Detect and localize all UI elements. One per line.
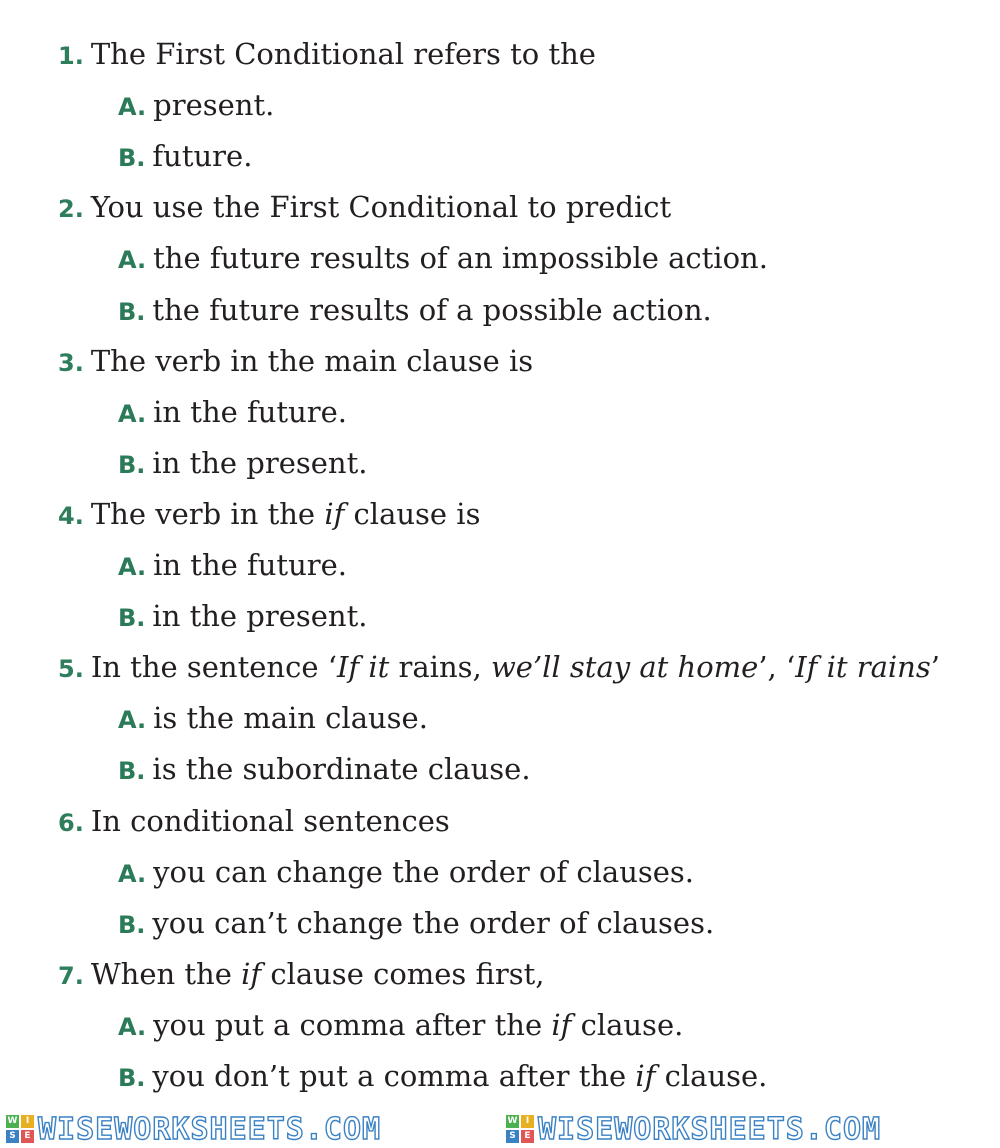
text-segment: the future results of an impossible action. [153, 241, 768, 275]
text-segment: in the present. [152, 599, 368, 633]
question-2-option-a[interactable] [118, 240, 768, 278]
text-segment: is the main clause. [153, 701, 428, 735]
option-letter: A. [118, 400, 147, 428]
text-segment: ’, ‘ [758, 650, 796, 684]
option-letter: A. [118, 1013, 147, 1041]
question-4-option-b[interactable] [118, 598, 368, 636]
question-number: 5. [58, 655, 84, 683]
watermark-1 [6, 1112, 381, 1146]
question-3-option-b[interactable] [118, 445, 368, 483]
question-6-stem [58, 803, 450, 841]
question-4-stem [58, 496, 480, 534]
text-segment: The First Conditional refers to the [90, 37, 596, 71]
question-number: 7. [58, 962, 84, 990]
watermark-footer [0, 1112, 1000, 1146]
option-letter: B. [118, 144, 146, 172]
text-segment: clause is [344, 497, 481, 531]
text-segment: in the future. [153, 395, 348, 429]
question-number: 1. [58, 42, 84, 70]
question-3-option-a[interactable] [118, 394, 347, 432]
watermark-text: WISEWORKSHEETS.COM [38, 1112, 382, 1146]
question-number: 2. [58, 195, 84, 223]
italic-text: If it rains [795, 650, 931, 684]
text-segment: present. [153, 88, 275, 122]
option-letter: A. [118, 553, 147, 581]
italic-text: if [635, 1059, 656, 1093]
question-7-stem [58, 956, 545, 994]
text-segment: The verb in the main clause is [90, 344, 534, 378]
question-7-option-a[interactable] [118, 1007, 683, 1045]
text-segment: rains, [389, 650, 491, 684]
wise-logo-icon: W I S E [6, 1115, 34, 1143]
text-segment: When the [90, 957, 242, 991]
option-letter: A. [118, 706, 147, 734]
question-number: 3. [58, 349, 84, 377]
question-5-stem [58, 649, 940, 687]
question-1-option-b[interactable] [118, 138, 252, 176]
text-segment: ’ [930, 650, 940, 684]
question-6-option-a[interactable] [118, 854, 694, 892]
question-5-option-b[interactable] [118, 751, 531, 789]
text-segment: in the future. [153, 548, 348, 582]
italic-text: we’ll stay at home [490, 650, 759, 684]
question-number: 4. [58, 502, 84, 530]
text-segment: you don’t put a comma after the [152, 1059, 636, 1093]
question-1-stem [58, 36, 596, 74]
text-segment: you put a comma after the [153, 1008, 552, 1042]
question-6-option-b[interactable] [118, 905, 714, 943]
text-segment: you can’t change the order of clauses. [152, 906, 715, 940]
watermark-2 [506, 1112, 881, 1146]
italic-text: if [324, 497, 345, 531]
option-letter: B. [118, 451, 146, 479]
option-letter: A. [118, 860, 147, 888]
option-letter: A. [118, 246, 147, 274]
question-7-option-b[interactable] [118, 1058, 767, 1096]
text-segment: clause comes first, [261, 957, 545, 991]
question-5-option-a[interactable] [118, 700, 428, 738]
text-segment: You use the First Conditional to predict [90, 190, 672, 224]
question-4-option-a[interactable] [118, 547, 347, 585]
option-letter: B. [118, 1064, 146, 1092]
italic-text: if [551, 1008, 572, 1042]
question-number: 6. [58, 809, 84, 837]
text-segment: in the present. [152, 446, 368, 480]
italic-text: If it [336, 650, 390, 684]
text-segment: In conditional sentences [90, 804, 450, 838]
text-segment: In the sentence ‘ [90, 650, 337, 684]
text-segment: The verb in the [90, 497, 325, 531]
question-2-option-b[interactable] [118, 292, 712, 330]
text-segment: clause. [571, 1008, 684, 1042]
italic-text: if [241, 957, 262, 991]
option-letter: A. [118, 93, 147, 121]
text-segment: you can change the order of clauses. [153, 855, 695, 889]
question-1-option-a[interactable] [118, 87, 274, 125]
watermark-text: WISEWORKSHEETS.COM [538, 1112, 882, 1146]
option-letter: B. [118, 298, 146, 326]
text-segment: the future results of a possible action. [152, 293, 712, 327]
option-letter: B. [118, 911, 146, 939]
question-3-stem [58, 343, 533, 381]
text-segment: is the subordinate clause. [152, 752, 531, 786]
wise-logo-icon: W I S E [506, 1115, 534, 1143]
option-letter: B. [118, 604, 146, 632]
text-segment: future. [152, 139, 253, 173]
question-2-stem [58, 189, 671, 227]
text-segment: clause. [655, 1059, 768, 1093]
option-letter: B. [118, 757, 146, 785]
